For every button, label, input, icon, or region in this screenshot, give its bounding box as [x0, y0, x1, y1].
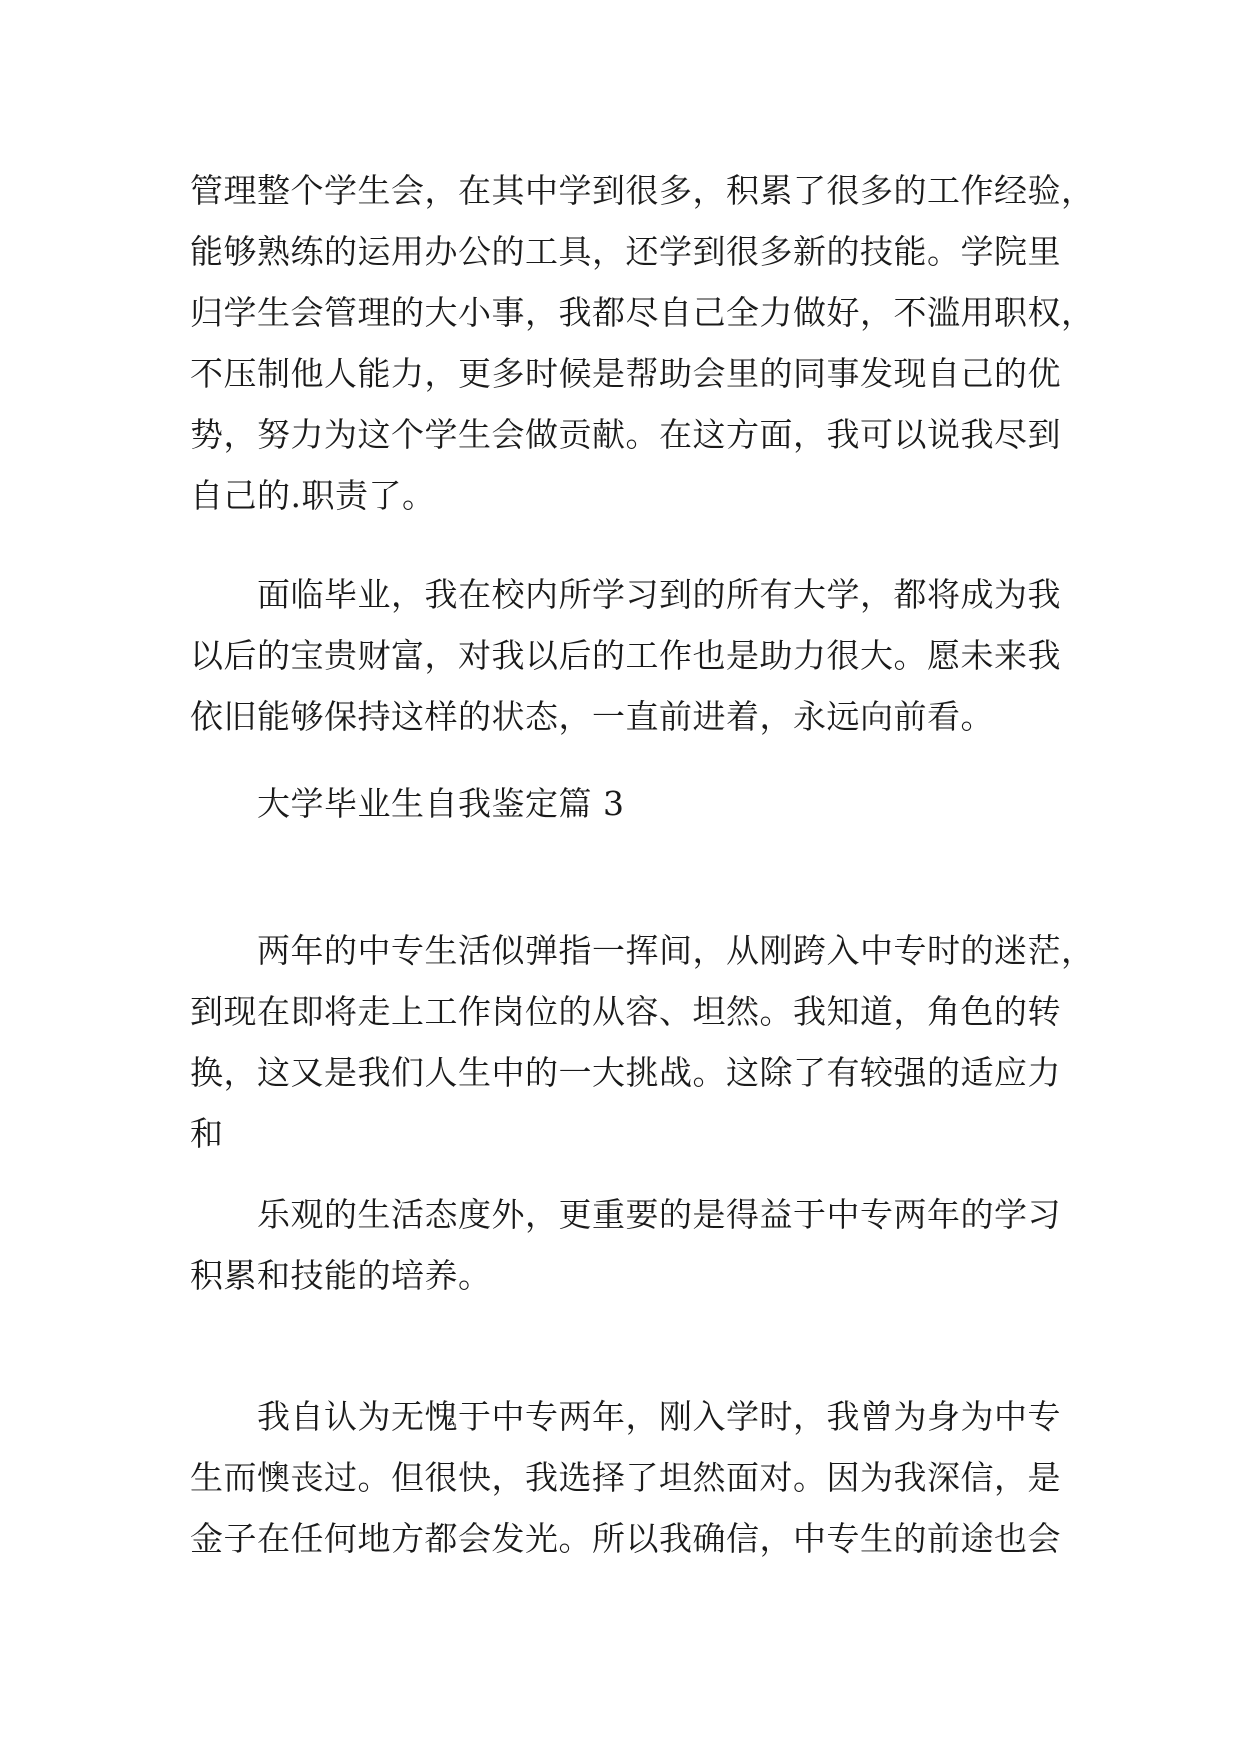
heading-text: 大学毕业生自我鉴定篇 3: [190, 784, 625, 823]
section-heading: [190, 773, 1060, 834]
text-line: 依旧能够保持这样的状态，一直前进着，永远向前看。: [190, 697, 994, 736]
paragraph-two-years: [190, 920, 1095, 1164]
text-line: 生而懊丧过。但很快，我选择了坦然面对。因为我深信，是: [190, 1458, 1061, 1497]
text-line: 换，这又是我们人生中的一大挑战。这除了有较强的适应力: [190, 1053, 1061, 1092]
text-line: 乐观的生活态度外，更重要的是得益于中专两年的学习: [190, 1195, 1061, 1234]
text-line: 势，努力为这个学生会做贡献。在这方面，我可以说我尽到: [190, 415, 1061, 454]
text-line: 和: [190, 1114, 224, 1153]
text-line: 我自认为无愧于中专两年，刚入学时，我曾为身为中专: [190, 1397, 1061, 1436]
text-line: 管理整个学生会，在其中学到很多，积累了很多的工作经验，: [190, 171, 1095, 210]
text-line: 以后的宝贵财富，对我以后的工作也是助力很大。愿未来我: [190, 636, 1061, 675]
paragraph-self-assessment: [190, 1386, 1060, 1569]
text-line: 自己的.职责了。: [190, 476, 436, 515]
text-line: 两年的中专生活似弹指一挥间，从刚跨入中专时的迷茫，: [190, 931, 1095, 970]
paragraph-graduation: [190, 564, 1060, 747]
paragraph-student-union: [190, 160, 1095, 526]
text-line: 积累和技能的培养。: [190, 1256, 492, 1295]
text-line: 金子在任何地方都会发光。所以我确信，中专生的前途也会: [190, 1519, 1061, 1558]
text-line: 到现在即将走上工作岗位的从容、坦然。我知道，角色的转: [190, 992, 1061, 1031]
text-line: 归学生会管理的大小事，我都尽自己全力做好，不滥用职权，: [190, 293, 1095, 332]
text-line: 能够熟练的运用办公的工具，还学到很多新的技能。学院里: [190, 232, 1061, 271]
text-line: 面临毕业，我在校内所学习到的所有大学，都将成为我: [190, 575, 1061, 614]
text-line: 不压制他人能力，更多时候是帮助会里的同事发现自己的优: [190, 354, 1061, 393]
paragraph-attitude: [190, 1184, 1060, 1306]
